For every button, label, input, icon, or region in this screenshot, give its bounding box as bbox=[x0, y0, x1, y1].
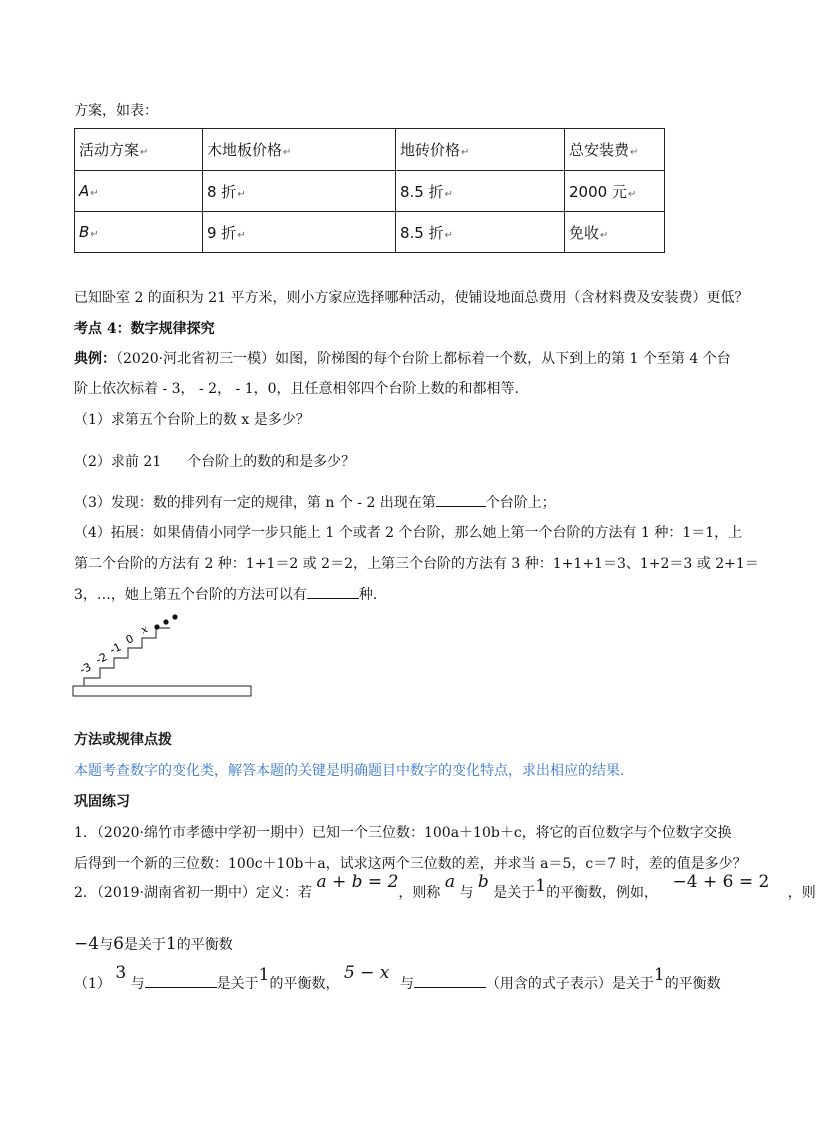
practice-1-line-2: 后得到一个新的三位数：100c＋10b＋a，试求这两个三位数的差，并求当 a＝5，c＝7 时，差的值是多少？ bbox=[74, 856, 747, 872]
table-row bbox=[75, 171, 665, 212]
ellipsis-dot bbox=[163, 619, 168, 624]
table-cell: 8.5 折↵ bbox=[396, 212, 565, 253]
question-4-line-1: （4）拓展：如果倩倩小同学一步只能上 1 个或者 2 个台阶，那么她上第一个台阶的方法有 1 种：1＝1，上 bbox=[74, 525, 743, 541]
table-header-cell: 总安装费↵ bbox=[565, 129, 665, 171]
question-2: （2）求前 21 个台阶上的数的和是多少？ bbox=[74, 454, 356, 470]
table-header-cell: 地砖价格↵ bbox=[396, 129, 565, 171]
method-title: 方法或规律点拨 bbox=[74, 732, 172, 748]
intro-text: 方案，如表： bbox=[74, 103, 158, 119]
table-header-row bbox=[75, 129, 665, 171]
step-label: x bbox=[138, 622, 150, 637]
staircase-base bbox=[73, 686, 251, 696]
question-1: （1）求第五个台阶上的数 x 是多少？ bbox=[74, 412, 310, 428]
question-4-line-3: 3，…，她上第五个台阶的方法可以有 种. bbox=[74, 584, 377, 604]
practice-2-line-2: −4与6是关于1的平衡数 bbox=[74, 934, 233, 954]
table-cell: B↵ bbox=[75, 212, 203, 253]
step-label: 0 bbox=[123, 631, 136, 647]
table-cell: 9 折↵ bbox=[203, 212, 396, 253]
plan-table bbox=[74, 128, 665, 253]
question-4-line-2: 第二个台阶的方法有 2 种：1+1＝2 或 2＝2，上第三个台阶的方法有 3 种：1+1+1＝3、1+2＝3 或 2+1＝ bbox=[74, 556, 759, 572]
example-line-2: 阶上依次标着 - 3， - 2， - 1，0，且任意相邻四个台阶上数的和都相等. bbox=[74, 381, 519, 397]
ellipsis-dot bbox=[154, 624, 159, 629]
table-cell: 8 折↵ bbox=[203, 171, 396, 212]
question-3: （3）发现：数的排列有一定的规律，第 n 个 - 2 出现在第 个台阶上； bbox=[74, 492, 556, 512]
answer-blank[interactable] bbox=[307, 584, 359, 599]
method-text: 本题考查数字的变化类，解答本题的关键是明确题目中数字的变化特点，求出相应的结果. bbox=[74, 763, 625, 779]
table-cell: 2000 元↵ bbox=[565, 171, 665, 212]
answer-blank[interactable] bbox=[145, 973, 217, 988]
step-label: -1 bbox=[107, 640, 124, 657]
example-equation: −4 + 6 = 2 bbox=[672, 872, 770, 892]
table-header-cell: 活动方案↵ bbox=[75, 129, 203, 171]
answer-blank[interactable] bbox=[414, 973, 486, 988]
table-header-cell: 木地板价格↵ bbox=[203, 129, 396, 171]
staircase-figure bbox=[70, 610, 255, 700]
table-cell: A↵ bbox=[75, 171, 203, 212]
ellipsis-dot bbox=[172, 614, 177, 619]
table-row bbox=[75, 212, 665, 253]
step-label: -2 bbox=[93, 650, 110, 667]
section-title-kaodian4: 考点 4：数字规律探究 bbox=[74, 321, 215, 337]
step-label: -3 bbox=[77, 660, 94, 677]
practice-1-line-1: 1．（2020·绵竹市孝德中学初一期中）已知一个三位数：100a＋10b＋c，将它的百位数字与个位数字交换 bbox=[74, 825, 732, 841]
table-cell: 8.5 折↵ bbox=[396, 171, 565, 212]
answer-blank[interactable] bbox=[436, 492, 486, 507]
practice-2-line-1: 2．（2019·湖南省初一期中）定义：若 a + b = 2，则称 a 与 b 是关于1的平衡数，例如， −4 + 6 = 2 ，则 bbox=[74, 872, 816, 901]
example-label: 典例： bbox=[74, 351, 116, 367]
bedroom-question: 已知卧室 2 的面积为 21 平方米，则小方家应选择哪种活动，使铺设地面总费用（含材料费及安装费）更低？ bbox=[74, 290, 749, 306]
table-cell: 免收↵ bbox=[565, 212, 665, 253]
equation: a + b = 2 bbox=[316, 872, 399, 892]
practice-title: 巩固练习 bbox=[74, 794, 130, 810]
practice-2-sub-1: （1） 3 与 是关于1的平衡数， 5 − x 与 （用含的式子表示）是关于1的平衡数 bbox=[74, 963, 721, 992]
example-text-1: （2020·河北省初三一模）如图，阶梯图的每个台阶上都标着一个数，从下到上的第 1 个至第 4 个台 bbox=[116, 351, 731, 367]
example-line-1 bbox=[74, 348, 731, 368]
